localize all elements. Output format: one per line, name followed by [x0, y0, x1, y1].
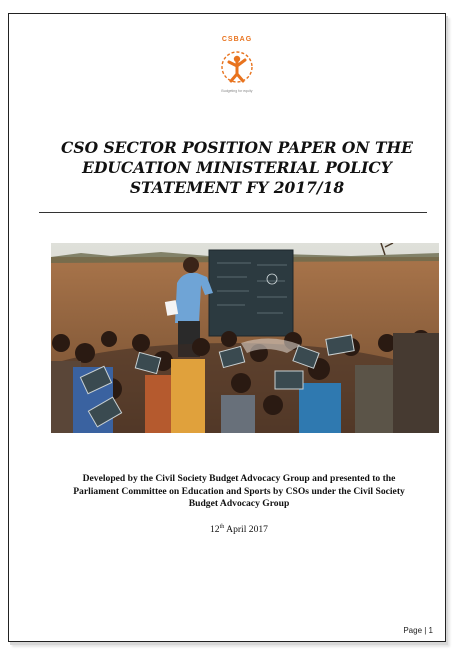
logo-emblem-icon [211, 36, 263, 94]
document-description [69, 473, 409, 511]
title-underline [39, 212, 427, 213]
csbag-logo [211, 36, 263, 94]
description-line-3: Budget Advocacy Group [188, 498, 290, 509]
date-day: 12 [210, 524, 220, 536]
cover-photo [51, 243, 439, 433]
document-title [39, 138, 435, 198]
description-line-2: Parliament Committee on Education and Sports by CSOs under the Civil Society [73, 485, 405, 497]
document-date [149, 524, 329, 535]
page-number: Page | 1 [403, 626, 433, 635]
title-line-2: EDUCATION MINISTERIAL POLICY [82, 158, 392, 177]
title-line-1: CSO SECTOR POSITION PAPER ON THE [61, 138, 413, 157]
document-page [8, 13, 446, 642]
date-month-year: April 2017 [224, 524, 268, 536]
date-suffix: th [219, 524, 225, 530]
title-line-3: STATEMENT FY 2017/18 [129, 178, 345, 197]
description-line-1: Developed by the Civil Society Budget Advocacy Group and presented to the [82, 473, 396, 484]
logo-tagline: Budgeting for equity [221, 89, 253, 93]
logo-text: CSBAG [221, 36, 253, 43]
